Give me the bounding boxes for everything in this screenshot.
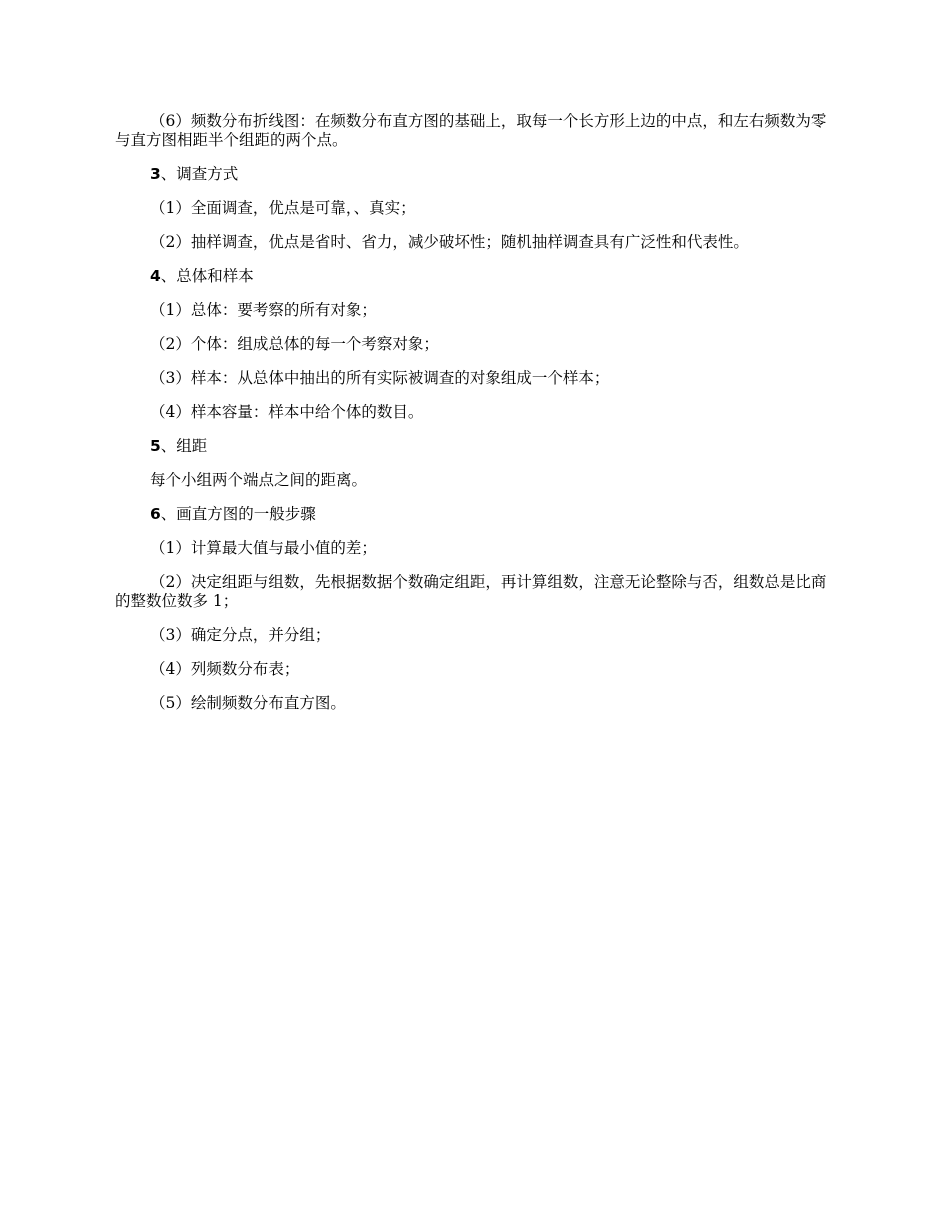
paragraph-census: （1）全面调查，优点是可靠，、真实；	[150, 199, 416, 217]
paragraph-sampling-survey: （2）抽样调查，优点是省时、省力，减少破坏性；随机抽样调查具有广泛性和代表性。	[150, 233, 749, 251]
section-title: 、画直方图的一般步骤	[160, 505, 316, 523]
paragraph-step-grouping: （3）确定分点，并分组；	[150, 626, 331, 644]
section-number: 4	[150, 267, 161, 285]
section-number: 3	[150, 165, 161, 183]
paragraph-step-range: （1）计算最大值与最小值的差；	[150, 539, 377, 557]
paragraph-step-draw-histogram: （5）绘制频数分布直方图。	[150, 694, 346, 712]
section-heading-survey-methods	[115, 165, 837, 184]
paragraph-individual: （2）个体：组成总体的每一个考察对象；	[150, 335, 439, 353]
paragraph-step-frequency-table: （4）列频数分布表；	[150, 660, 300, 678]
section-heading-population-sample	[115, 267, 837, 286]
paragraph-sample-size: （4）样本容量：样本中给个体的数目。	[150, 403, 424, 421]
section-heading-class-width	[115, 437, 837, 456]
paragraph-class-width-definition: 每个小组两个端点之间的距离。	[150, 471, 368, 489]
paragraph-frequency-polygon: （6）频数分布折线图：在频数分布直方图的基础上，取每一个长方形上边的中点，和左右频数为零与直方图相距半个组距的两个点。	[115, 112, 827, 149]
paragraph-sample: （3）样本：从总体中抽出的所有实际被调查的对象组成一个样本；	[150, 369, 610, 387]
section-title: 、组距	[160, 437, 208, 455]
section-number: 5	[150, 437, 161, 455]
section-number: 6	[150, 505, 161, 523]
paragraph-step-class-width: （2）决定组距与组数，先根据数据个数确定组距，再计算组数，注意无论整除与否，组数总是比商的整数位数多 1；	[115, 573, 827, 610]
section-title: 、总体和样本	[160, 267, 254, 285]
document-body	[115, 112, 837, 728]
paragraph-population: （1）总体：要考察的所有对象；	[150, 301, 377, 319]
section-heading-histogram-steps	[115, 505, 837, 524]
section-title: 、调查方式	[160, 165, 239, 183]
